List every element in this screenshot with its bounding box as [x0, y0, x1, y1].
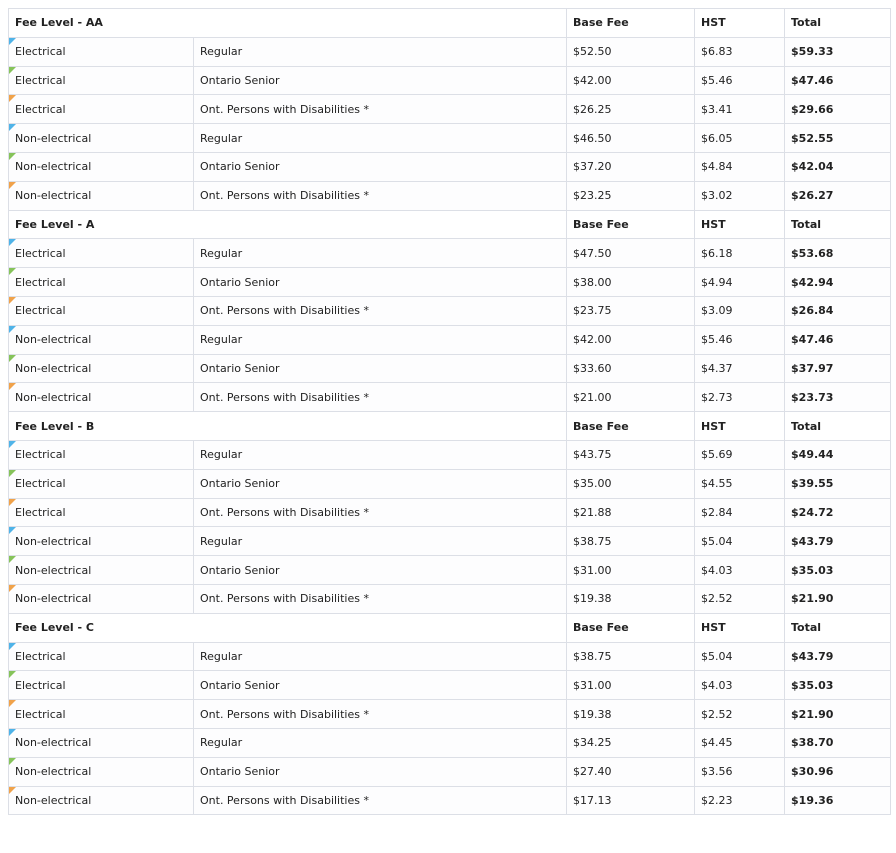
fee-category: Ont. Persons with Disabilities * [194, 95, 567, 124]
fee-table [8, 8, 891, 815]
total-value: $35.03 [785, 556, 891, 585]
total-value: $49.44 [785, 440, 891, 469]
fee-level-header-row [9, 9, 891, 38]
hst-value: $4.84 [695, 152, 785, 181]
licence-type-cell [9, 37, 194, 66]
total-header: Total [785, 412, 891, 441]
fee-category: Ontario Senior [194, 671, 567, 700]
base-fee-value: $21.88 [567, 498, 695, 527]
corner-marker-icon [9, 729, 16, 736]
base-fee-value: $27.40 [567, 757, 695, 786]
licence-type-cell [9, 700, 194, 729]
hst-header: HST [695, 613, 785, 642]
table-row [9, 124, 891, 153]
corner-marker-icon [9, 67, 16, 74]
base-fee-value: $26.25 [567, 95, 695, 124]
hst-value: $2.23 [695, 786, 785, 815]
total-value: $52.55 [785, 124, 891, 153]
licence-type-cell [9, 268, 194, 297]
corner-marker-icon [9, 239, 16, 246]
fee-level-title: Fee Level - AA [9, 9, 567, 38]
corner-marker-icon [9, 355, 16, 362]
hst-value: $2.73 [695, 383, 785, 412]
corner-marker-icon [9, 153, 16, 160]
base-fee-value: $38.75 [567, 527, 695, 556]
fee-category: Ontario Senior [194, 152, 567, 181]
corner-marker-icon [9, 297, 16, 304]
licence-type: Electrical [15, 505, 66, 519]
hst-value: $6.05 [695, 124, 785, 153]
base-fee-header: Base Fee [567, 9, 695, 38]
total-value: $47.46 [785, 66, 891, 95]
base-fee-value: $42.00 [567, 325, 695, 354]
table-row [9, 268, 891, 297]
base-fee-value: $17.13 [567, 786, 695, 815]
licence-type: Non-electrical [15, 736, 92, 750]
licence-type-cell [9, 527, 194, 556]
table-row [9, 584, 891, 613]
base-fee-value: $38.75 [567, 642, 695, 671]
fee-level-header-row [9, 412, 891, 441]
base-fee-value: $31.00 [567, 671, 695, 700]
licence-type: Non-electrical [15, 189, 92, 203]
licence-type: Electrical [15, 102, 66, 116]
licence-type-cell [9, 757, 194, 786]
base-fee-value: $47.50 [567, 239, 695, 268]
hst-value: $2.52 [695, 584, 785, 613]
fee-category: Regular [194, 642, 567, 671]
total-value: $42.04 [785, 152, 891, 181]
base-fee-value: $35.00 [567, 469, 695, 498]
licence-type: Non-electrical [15, 160, 92, 174]
base-fee-value: $19.38 [567, 700, 695, 729]
hst-value: $5.04 [695, 527, 785, 556]
corner-marker-icon [9, 268, 16, 275]
licence-type-cell [9, 671, 194, 700]
licence-type-cell [9, 440, 194, 469]
fee-category: Ontario Senior [194, 268, 567, 297]
fee-category: Regular [194, 37, 567, 66]
table-row [9, 181, 891, 210]
hst-value: $5.04 [695, 642, 785, 671]
base-fee-value: $37.20 [567, 152, 695, 181]
base-fee-value: $31.00 [567, 556, 695, 585]
total-value: $29.66 [785, 95, 891, 124]
fee-category: Ontario Senior [194, 354, 567, 383]
base-fee-header: Base Fee [567, 210, 695, 239]
base-fee-header: Base Fee [567, 613, 695, 642]
fee-table-body [9, 9, 891, 815]
fee-category: Ont. Persons with Disabilities * [194, 296, 567, 325]
base-fee-value: $23.75 [567, 296, 695, 325]
table-row [9, 757, 891, 786]
table-row [9, 469, 891, 498]
licence-type: Non-electrical [15, 765, 92, 779]
base-fee-value: $23.25 [567, 181, 695, 210]
licence-type-cell [9, 584, 194, 613]
table-row [9, 728, 891, 757]
licence-type-cell [9, 95, 194, 124]
total-value: $38.70 [785, 728, 891, 757]
table-row [9, 440, 891, 469]
total-value: $26.27 [785, 181, 891, 210]
table-row [9, 556, 891, 585]
hst-value: $6.18 [695, 239, 785, 268]
table-row [9, 296, 891, 325]
hst-value: $3.41 [695, 95, 785, 124]
licence-type: Electrical [15, 304, 66, 318]
total-value: $19.36 [785, 786, 891, 815]
corner-marker-icon [9, 585, 16, 592]
hst-value: $4.55 [695, 469, 785, 498]
fee-category: Ont. Persons with Disabilities * [194, 786, 567, 815]
licence-type-cell [9, 469, 194, 498]
fee-level-title: Fee Level - A [9, 210, 567, 239]
base-fee-value: $52.50 [567, 37, 695, 66]
base-fee-value: $33.60 [567, 354, 695, 383]
base-fee-value: $46.50 [567, 124, 695, 153]
licence-type: Electrical [15, 45, 66, 59]
fee-category: Ontario Senior [194, 66, 567, 95]
total-value: $47.46 [785, 325, 891, 354]
hst-header: HST [695, 210, 785, 239]
licence-type: Electrical [15, 477, 66, 491]
fee-category: Regular [194, 239, 567, 268]
licence-type: Non-electrical [15, 793, 92, 807]
hst-value: $5.46 [695, 325, 785, 354]
table-row [9, 325, 891, 354]
total-value: $39.55 [785, 469, 891, 498]
licence-type-cell [9, 556, 194, 585]
total-header: Total [785, 9, 891, 38]
hst-value: $4.03 [695, 671, 785, 700]
licence-type-cell [9, 152, 194, 181]
total-value: $26.84 [785, 296, 891, 325]
hst-header: HST [695, 412, 785, 441]
licence-type-cell [9, 728, 194, 757]
total-value: $24.72 [785, 498, 891, 527]
fee-category: Regular [194, 325, 567, 354]
licence-type-cell [9, 786, 194, 815]
total-value: $30.96 [785, 757, 891, 786]
licence-type: Electrical [15, 275, 66, 289]
corner-marker-icon [9, 527, 16, 534]
corner-marker-icon [9, 758, 16, 765]
table-row [9, 786, 891, 815]
table-row [9, 66, 891, 95]
hst-value: $3.56 [695, 757, 785, 786]
total-value: $59.33 [785, 37, 891, 66]
table-row [9, 527, 891, 556]
fee-category: Ontario Senior [194, 757, 567, 786]
corner-marker-icon [9, 556, 16, 563]
licence-type: Non-electrical [15, 534, 92, 548]
table-row [9, 498, 891, 527]
hst-value: $4.45 [695, 728, 785, 757]
corner-marker-icon [9, 643, 16, 650]
hst-value: $4.03 [695, 556, 785, 585]
licence-type-cell [9, 325, 194, 354]
table-row [9, 37, 891, 66]
table-row [9, 239, 891, 268]
corner-marker-icon [9, 95, 16, 102]
licence-type: Non-electrical [15, 390, 92, 404]
licence-type-cell [9, 124, 194, 153]
licence-type: Non-electrical [15, 361, 92, 375]
hst-header: HST [695, 9, 785, 38]
fee-category: Ont. Persons with Disabilities * [194, 181, 567, 210]
licence-type: Non-electrical [15, 333, 92, 347]
licence-type-cell [9, 642, 194, 671]
base-fee-value: $43.75 [567, 440, 695, 469]
table-row [9, 642, 891, 671]
hst-value: $5.69 [695, 440, 785, 469]
corner-marker-icon [9, 441, 16, 448]
licence-type: Electrical [15, 649, 66, 663]
hst-value: $6.83 [695, 37, 785, 66]
fee-level-header-row [9, 613, 891, 642]
total-value: $42.94 [785, 268, 891, 297]
base-fee-value: $21.00 [567, 383, 695, 412]
fee-category: Regular [194, 124, 567, 153]
table-row [9, 95, 891, 124]
fee-category: Ont. Persons with Disabilities * [194, 584, 567, 613]
fee-category: Regular [194, 440, 567, 469]
licence-type-cell [9, 354, 194, 383]
table-row [9, 354, 891, 383]
licence-type-cell [9, 383, 194, 412]
hst-value: $5.46 [695, 66, 785, 95]
total-value: $21.90 [785, 584, 891, 613]
corner-marker-icon [9, 700, 16, 707]
fee-category: Regular [194, 527, 567, 556]
table-row [9, 700, 891, 729]
corner-marker-icon [9, 470, 16, 477]
base-fee-value: $42.00 [567, 66, 695, 95]
licence-type: Electrical [15, 678, 66, 692]
licence-type: Electrical [15, 246, 66, 260]
table-row [9, 383, 891, 412]
total-value: $21.90 [785, 700, 891, 729]
corner-marker-icon [9, 124, 16, 131]
licence-type: Non-electrical [15, 131, 92, 145]
total-value: $23.73 [785, 383, 891, 412]
total-header: Total [785, 613, 891, 642]
total-value: $43.79 [785, 527, 891, 556]
fee-category: Ont. Persons with Disabilities * [194, 700, 567, 729]
fee-category: Ontario Senior [194, 469, 567, 498]
total-header: Total [785, 210, 891, 239]
base-fee-header: Base Fee [567, 412, 695, 441]
hst-value: $4.37 [695, 354, 785, 383]
hst-value: $3.09 [695, 296, 785, 325]
base-fee-value: $34.25 [567, 728, 695, 757]
fee-level-title: Fee Level - C [9, 613, 567, 642]
base-fee-value: $19.38 [567, 584, 695, 613]
licence-type-cell [9, 498, 194, 527]
fee-category: Ont. Persons with Disabilities * [194, 383, 567, 412]
table-row [9, 152, 891, 181]
licence-type: Non-electrical [15, 563, 92, 577]
licence-type-cell [9, 296, 194, 325]
licence-type-cell [9, 181, 194, 210]
fee-category: Ont. Persons with Disabilities * [194, 498, 567, 527]
hst-value: $2.52 [695, 700, 785, 729]
corner-marker-icon [9, 383, 16, 390]
table-row [9, 671, 891, 700]
corner-marker-icon [9, 671, 16, 678]
corner-marker-icon [9, 38, 16, 45]
total-value: $43.79 [785, 642, 891, 671]
fee-level-header-row [9, 210, 891, 239]
total-value: $35.03 [785, 671, 891, 700]
hst-value: $4.94 [695, 268, 785, 297]
licence-type: Electrical [15, 707, 66, 721]
total-value: $53.68 [785, 239, 891, 268]
fee-level-title: Fee Level - B [9, 412, 567, 441]
corner-marker-icon [9, 499, 16, 506]
licence-type-cell [9, 66, 194, 95]
hst-value: $2.84 [695, 498, 785, 527]
corner-marker-icon [9, 326, 16, 333]
fee-category: Regular [194, 728, 567, 757]
total-value: $37.97 [785, 354, 891, 383]
licence-type: Electrical [15, 448, 66, 462]
fee-category: Ontario Senior [194, 556, 567, 585]
licence-type: Electrical [15, 73, 66, 87]
hst-value: $3.02 [695, 181, 785, 210]
base-fee-value: $38.00 [567, 268, 695, 297]
corner-marker-icon [9, 182, 16, 189]
licence-type-cell [9, 239, 194, 268]
licence-type: Non-electrical [15, 592, 92, 606]
corner-marker-icon [9, 787, 16, 794]
